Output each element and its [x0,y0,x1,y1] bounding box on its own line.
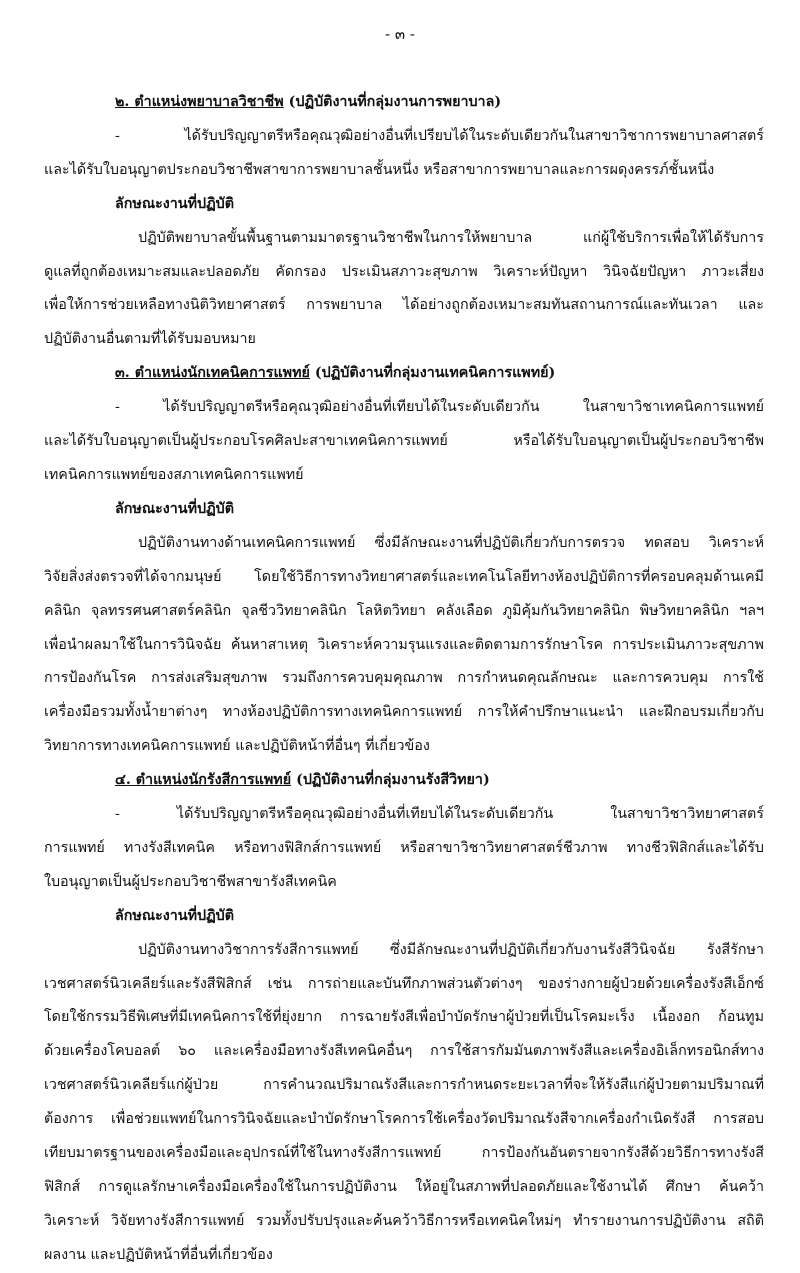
duty-line: คลินิก จุลทรรศนศาสตร์คลินิก จุลชีววิทยาคลินิก โลหิตวิทยา คลังเลือด ภูมิคุ้มกันวิทยาคลินิก พิษวิทยาคลินิก ฯลฯ [44,602,764,619]
page-number: - ๓ - [385,25,415,43]
qualification-line: ใบอนุญาตเป็นผู้ประกอบวิชาชีพสาขารังสีเทคนิค [44,873,337,890]
duty-line: ผลงาน และปฏิบัติหน้าที่อื่นที่เกี่ยวข้อง [44,1246,273,1263]
duty-line: วิทยาการทางเทคนิคการแพทย์ และปฏิบัติหน้าที่อื่นๆ ที่เกี่ยวข้อง [44,738,430,755]
section-heading-title: ๒. ตำแหน่งพยาบาลวิชาชีพ [115,94,284,110]
duty-heading: ลักษณะงานที่ปฏิบัติ [115,500,235,517]
duty-heading: ลักษณะงานที่ปฏิบัติ [115,907,235,924]
duty-line: โดยใช้กรรมวิธีพิเศษที่มีเทคนิคการใช้ที่ยุ่งยาก การฉายรังสีเพื่อบำบัดรักษาผู้ป่วยที่เป็นโรคมะเร็ง เนื้องอก ก้อนทูม [44,1009,764,1026]
section-heading [44,86,764,120]
duty-line: ดูแลที่ถูกต้องเหมาะสมและปลอดภัย คัดกรอง ประเมินสภาวะสุขภาพ วิเคราะห์ปัญหา วินิจฉัยปัญหา ภาวะเสี่ยง [44,263,764,280]
qualification-line: และได้รับใบอนุญาตประกอบวิชาชีพสาขาการพยาบาลชั้นหนึ่ง หรือสาขาการพยาบาลและการผดุงครรภ์ชั้นหนึ่ง [44,161,715,178]
section-heading-title: ๓. ตำแหน่งนักเทคนิคการแพทย์ [115,365,310,382]
duty-line: ด้วยเครื่องโคบอลต์ ๖๐ และเครื่องมือทางรังสีเทคนิคอื่นๆ การใช้สารกัมมันตภาพรังสีและเครื่องอิเล็กทรอนิกส์ทาง [44,1043,764,1060]
document-body [44,86,764,1273]
duty-line: เวชศาสตร์นิวเคลียร์แก่ผู้ป่วย การคำนวณปริมาณรังสีและการกำหนดระยะเวลาที่จะให้รังสีแก่ผู้ป่วยตามปริมาณที่ [44,1077,764,1094]
duty-line: เพื่อให้การช่วยเหลือทางนิติวิทยาศาสตร์ การพยาบาล ได้อย่างถูกต้องเหมาะสมทันสถานการณ์และทันเวลา และ [44,297,764,314]
duty-heading: ลักษณะงานที่ปฏิบัติ [115,195,235,212]
section-heading-title: ๔. ตำแหน่งนักรังสีการแพทย์ [115,772,292,789]
section-registered-nurse [44,86,764,357]
qualification-line: - ได้รับปริญญาตรีหรือคุณวุฒิอย่างอื่นที่เทียบได้ในระดับเดียวกัน ในสาขาวิชาวิทยาศาสตร์ [115,806,764,823]
qualification-line: และได้รับใบอนุญาตเป็นผู้ประกอบโรคศิลปะสาขาเทคนิคการแพทย์ หรือได้รับใบอนุญาตเป็นผู้ประกอบวิชาชีพ [44,433,764,450]
duty-line: วิเคราะห์ วิจัยทางรังสีการแพทย์ รวมทั้งปรับปรุงและค้นคว้าวิธีการหรือเทคนิคใหม่ๆ ทำรายงานการปฏิบัติงาน สถิติ [44,1212,764,1229]
duty-line: เทียบมาตรฐานของเครื่องมือและอุปกรณ์ที่ใช้ในทางรังสีการแพทย์ การป้องกันอันตรายจากรังสีด้วยวิธีการทางรังสี [44,1145,764,1162]
duty-line: เวชศาสตร์นิวเคลียร์และรังสีฟิสิกส์ เช่น การถ่ายและบันทึกภาพส่วนตัวต่างๆ ของร่างกายผู้ป่วยด้วยเครื่องรังสีเอ็กซ์ [44,975,764,992]
duty-line: เครื่องมือรวมทั้งน้ำยาต่างๆ ทางห้องปฏิบัติการทางเทคนิคการแพทย์ การให้คำปรึกษาแนะนำ และฝึกอบรมเกี่ยวกับ [44,704,764,721]
qualification-line: - ได้รับปริญญาตรีหรือคุณวุฒิอย่างอื่นที่เทียบได้ในระดับเดียวกัน ในสาขาวิชาเทคนิคการแพทย์ [115,399,764,416]
duty-line: วิจัยสิ่งส่งตรวจที่ได้จากมนุษย์ โดยใช้วิธีการทางวิทยาศาสตร์และเทคโนโลยีทางห้องปฏิบัติการที่ครอบคลุมด้านเคมี [44,568,764,585]
qualification-line: - ได้รับปริญญาตรีหรือคุณวุฒิอย่างอื่นที่เปรียบได้ในระดับเดียวกันในสาขาวิชาการพยาบาลศาสตร์ [115,127,764,144]
section-heading-note: (ปฏิบัติงานที่กลุ่มงานรังสีวิทยา) [291,772,490,789]
qualification-line: เทคนิคการแพทย์ของสภาเทคนิคการแพทย์ [44,466,304,483]
duty-line: การป้องกันโรค การส่งเสริมสุขภาพ รวมถึงการควบคุมคุณภาพ การกำหนดคุณลักษณะ และการควบคุม การใช้ [44,670,764,687]
duty-line: เพื่อนำผลมาใช้ในการวินิจฉัย ค้นหาสาเหตุ วิเคราะห์ความรุนแรงและติดตามการรักษาโรค การประเมินภาวะสุขภาพ [44,636,764,653]
section-heading [44,357,764,391]
duty-line: ต้องการ เพื่อช่วยแพทย์ในการวินิจฉัยและบำบัดรักษาโรคการใช้เครื่องวัดปริมาณรังสีจากเครื่องกำเนิดรังสี การสอบ [44,1111,764,1128]
duty-line: ปฏิบัติงานอื่นตามที่ได้รับมอบหมาย [44,331,256,348]
section-radiological-technologist [44,764,764,1273]
duty-line: ปฏิบัติพยาบาลขั้นพื้นฐานตามมาตรฐานวิชาชีพในการให้พยาบาล แก่ผู้ใช้บริการเพื่อให้ได้รับการ [138,229,764,246]
duty-line: ปฏิบัติงานทางด้านเทคนิคการแพทย์ ซึ่งมีลักษณะงานที่ปฏิบัติเกี่ยวกับการตรวจ ทดสอบ วิเคราะห์ [138,534,764,551]
section-heading [44,764,764,798]
section-heading-note: (ปฏิบัติงานที่กลุ่มงานการพยาบาล) [283,94,502,110]
duty-line: ปฏิบัติงานทางวิชาการรังสีการแพทย์ ซึ่งมีลักษณะงานที่ปฏิบัติเกี่ยวกับงานรังสีวินิจฉัย รังสีรักษา [138,941,764,958]
duty-line: ฟิสิกส์ การดูแลรักษาเครื่องมือเครื่องใช้ในการปฏิบัติงาน ให้อยู่ในสภาพที่ปลอดภัยและใช้งานได้ ศึกษา ค้นคว้า [44,1179,764,1195]
qualification-line: การแพทย์ ทางรังสีเทคนิค หรือทางฟิสิกส์การแพทย์ หรือสาขาวิชาวิทยาศาสตร์ชีวภาพ ทางชีวฟิสิกส์และได้รับ [44,839,764,856]
section-heading-note: (ปฏิบัติงานที่กลุ่มงานเทคนิคการแพทย์) [309,365,556,382]
section-medical-technologist [44,357,764,764]
